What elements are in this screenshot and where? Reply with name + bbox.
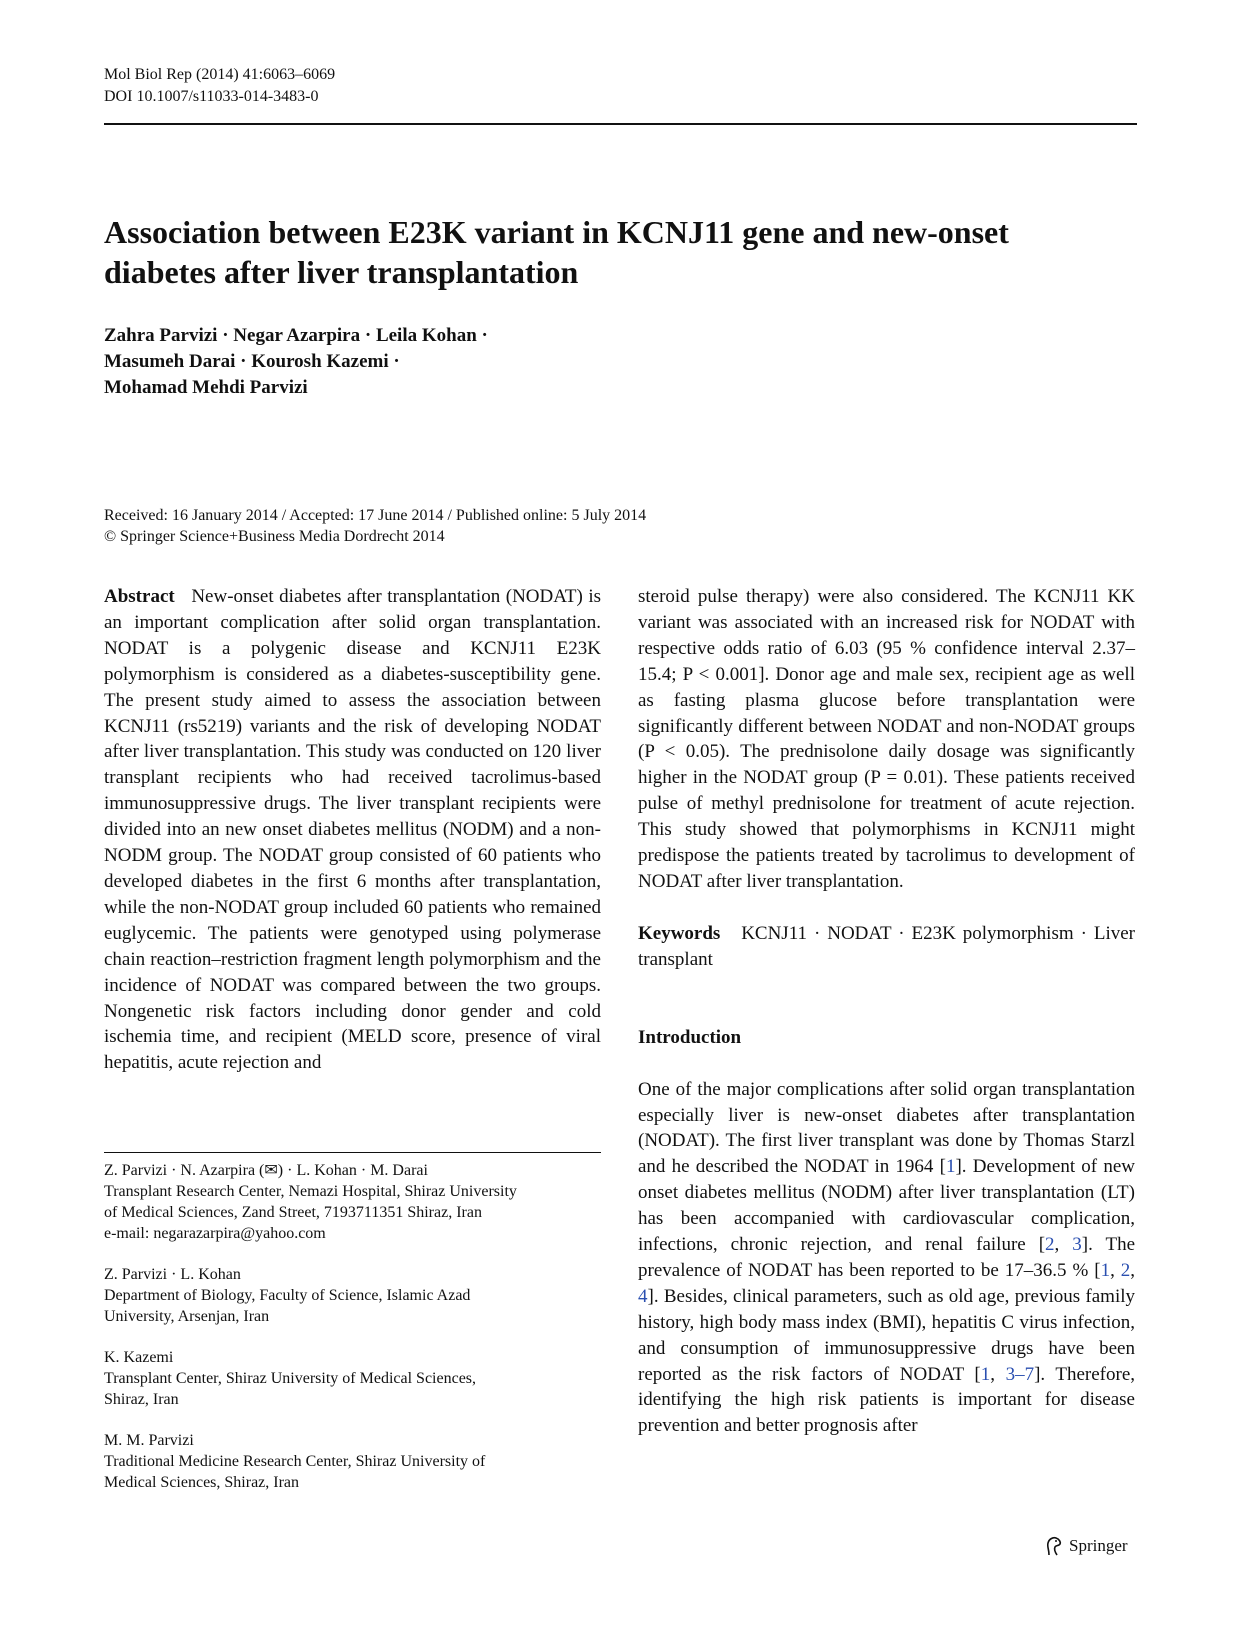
intro-text: One of the major complications after solid organ transplantation especially liver is new-onset diabetes after transplantation (NODAT). The first liver transplant was done by Thomas Starzl and he described the NODAT in 1964 [: [638, 1078, 1135, 1178]
abstract-text-left: New-onset diabetes after transplantation (NODAT) is an important complication after solid organ transplantation. NODAT is a polygenic disease and KCNJ11 E23K polymorphism is considered as a diabetes-susceptibility gene. The present study aimed to assess the association between KCNJ11 (rs5219) variants and the risk of developing NODAT after liver transplantation. This study was conducted on 120 liver transplant recipients who had received tacrolimus-based immunosuppressive drugs. The liver transplant recipients were divided into an new onset diabetes mellitus (NODM) and a non-NODM group. The NODAT group consisted of 60 patients who developed diabetes in the first 6 months after transplantation, while the non-NODAT group included 60 patients who remained euglycemic. The patients were genotyped using polymerase chain reaction–restriction fragment length polymorphism and the incidence of NODAT was compared between the two groups. Nongenetic risk factors including donor gender and cold ischemia time, and recipient (MELD score, presence of viral hepatitis, acute rejection and: [104, 586, 601, 1074]
affiliation-line: University, Arsenjan, Iran: [104, 1308, 270, 1325]
affiliation-line: Department of Biology, Faculty of Science, Islamic Azad: [104, 1287, 471, 1304]
abstract-paragraph: [104, 584, 601, 1076]
intro-text: ,: [1110, 1259, 1121, 1281]
affiliation-names: M. M. Parvizi: [104, 1432, 194, 1449]
affiliation-line: Transplant Center, Shiraz University of Medical Sciences,: [104, 1370, 477, 1387]
keywords-text: KCNJ11 · NODAT · E23K polymorphism · Liver transplant: [638, 922, 1135, 970]
intro-text: ]. Development of new onset diabetes mellitus (NODM) after liver transplantation (LT) has been accompanied with cardiovascular complication, infections, chronic rejection, and renal failure [: [638, 1156, 1135, 1256]
affiliation-block: [104, 1347, 601, 1410]
article-history: [104, 505, 646, 547]
doi[interactable]: DOI 10.1007/s11033-014-3483-0: [104, 88, 319, 105]
citation-link[interactable]: 2: [1045, 1234, 1055, 1256]
publisher-name: Springer: [1069, 1536, 1128, 1555]
affiliation-names: K. Kazemi: [104, 1349, 174, 1366]
intro-text: ,: [990, 1363, 1006, 1385]
abstract-continued: steroid pulse therapy) were also considered. The KCNJ11 KK variant was associated with an increased risk for NODAT with respective odds ratio of 6.03 (95 % confidence interval 2.37–15.4; P < 0.001]. Donor age and male sex, recipient age as well as fasting plasma glucose before transplantation were significantly different between NODAT and non-NODAT groups (P < 0.05). The prednisolone daily dosage was significantly higher in the NODAT group (P = 0.01). These patients received pulse of methyl prednisolone for treatment of acute rejection. This study showed that polymorphisms in KCNJ11 might predispose the patients treated by tacrolimus to development of NODAT after liver transplantation.: [638, 586, 1135, 892]
affiliation-block: [104, 1430, 601, 1493]
citation-link[interactable]: 4: [638, 1285, 648, 1307]
affiliation-block: [104, 1160, 601, 1244]
title-line-1: Association between E23K variant in KCNJ11 gene and new-onset: [104, 214, 1009, 250]
publisher-logo: [1043, 1535, 1128, 1557]
keywords-label: Keywords: [638, 922, 721, 944]
affiliation-names: Z. Parvizi · L. Kohan: [104, 1266, 241, 1283]
journal-header: [104, 64, 335, 108]
springer-horse-icon: [1043, 1535, 1065, 1557]
affiliation-line: Transplant Research Center, Nemazi Hospital, Shiraz University: [104, 1183, 517, 1200]
authors-line-3: Mohamad Mehdi Parvizi: [104, 377, 308, 398]
intro-text: ,: [1054, 1234, 1073, 1256]
keywords: [638, 921, 1135, 973]
affiliation-names: Z. Parvizi · N. Azarpira (✉) · L. Kohan · M. Darai: [104, 1162, 428, 1179]
introduction-heading: Introduction: [638, 1026, 742, 1048]
introduction-paragraph: [638, 1077, 1135, 1440]
affiliation-line: Medical Sciences, Shiraz, Iran: [104, 1474, 300, 1491]
intro-text: ,: [1130, 1259, 1136, 1281]
paper-title: [104, 212, 1104, 292]
citation-link[interactable]: 3–7: [1005, 1363, 1035, 1385]
author-list: [104, 323, 488, 401]
intro-text: ]. The prevalence of NODAT has been reported to be 17–36.5 % [: [638, 1234, 1136, 1281]
copyright: © Springer Science+Business Media Dordrecht 2014: [104, 528, 445, 545]
right-column: [638, 584, 1135, 1439]
footnote-rule: [104, 1152, 601, 1153]
affiliation-block: [104, 1264, 601, 1327]
affiliations: [104, 1160, 601, 1513]
title-line-2: diabetes after liver transplantation: [104, 254, 579, 290]
citation-link[interactable]: 1: [980, 1363, 991, 1385]
corresponding-email[interactable]: e-mail: negarazarpira@yahoo.com: [104, 1225, 326, 1242]
left-column: [104, 584, 601, 1076]
intro-text: ]. Besides, clinical parameters, such as old age, previous family history, high body mass index (BMI), hepatitis C virus infection, and consumption of immunosuppressive drugs have been reported as the risk factors of NODAT [: [638, 1285, 1135, 1385]
authors-line-1: Zahra Parvizi · Negar Azarpira · Leila Kohan ·: [104, 325, 488, 346]
citation-link[interactable]: 2: [1120, 1259, 1131, 1281]
citation-link[interactable]: 1: [945, 1156, 956, 1178]
affiliation-line: Traditional Medicine Research Center, Shiraz University of: [104, 1453, 486, 1470]
dates-history: Received: 16 January 2014 / Accepted: 17 June 2014 / Published online: 5 July 2014: [104, 507, 647, 524]
abstract-label: Abstract: [104, 586, 175, 607]
header-rule: [104, 123, 1137, 125]
journal-citation: Mol Biol Rep (2014) 41:6063–6069: [104, 66, 336, 83]
authors-line-2: Masumeh Darai · Kourosh Kazemi ·: [104, 351, 400, 372]
affiliation-line: Shiraz, Iran: [104, 1391, 179, 1408]
intro-text: ]. Therefore, identifying the high risk patients is important for disease prevention and better prognosis after: [638, 1363, 1136, 1437]
citation-link[interactable]: 3: [1072, 1234, 1082, 1256]
citation-link[interactable]: 1: [1100, 1259, 1111, 1281]
affiliation-line: of Medical Sciences, Zand Street, 7193711351 Shiraz, Iran: [104, 1204, 482, 1221]
